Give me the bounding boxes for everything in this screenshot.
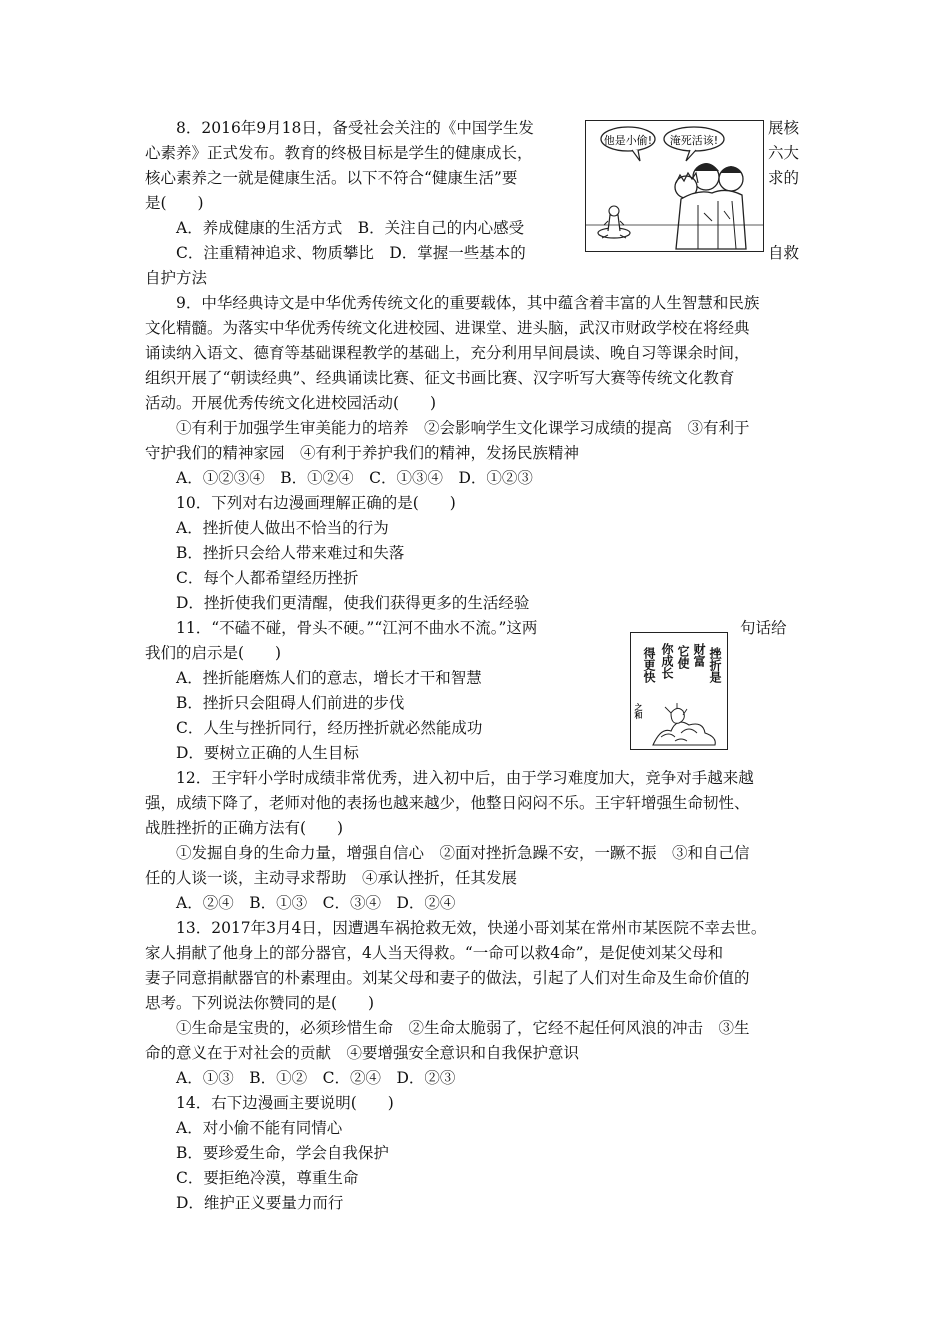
q14-option-a: A．对小偷不能有同情心	[176, 1119, 343, 1137]
q12-statements-2: 任的人谈一谈，主动寻求帮助 ④承认挫折，任其发展	[145, 869, 518, 887]
q8-line2: 心素养》正式发布。教育的终极目标是学生的健康成长，	[145, 144, 533, 162]
calligraphy-cartoon	[631, 633, 727, 749]
q8-line4: 是( )	[145, 194, 204, 212]
q13-line2: 家人捐献了他身上的部分器官，4人当天得救。“一命可以救4命”，是促使刘某父母和	[145, 944, 724, 962]
q9-line5: 活动。开展优秀传统文化进校园活动( )	[145, 394, 437, 412]
q9-line4: 组织开展了“朝读经典”、经典诵读比赛、征文书画比赛、汉字听写大赛等传统文化教育	[145, 369, 735, 387]
q13-statements-2: 命的意义在于对社会的贡献 ④要增强安全意识和自我保护意识	[145, 1044, 580, 1062]
q8-options-cd-right: 自救	[768, 244, 800, 262]
cartoon-setback-wealth	[630, 632, 728, 750]
q11-option-c: C．人生与挫折同行，经历挫折就必然能成功	[176, 719, 483, 737]
q11-option-d: D．要树立正确的人生目标	[176, 744, 359, 762]
q8-line2-right: 六大	[768, 144, 800, 162]
calligraphy-col-3: 它使	[676, 645, 690, 669]
calligraphy-signature: 之和	[634, 703, 644, 719]
q9-line3: 诵读纳入语文、德育等基础课程教学的基础上，充分利用早间晨读、晚自习等课余时间，	[145, 344, 750, 362]
q13-line4: 思考。下列说法你赞同的是( )	[145, 994, 375, 1012]
q8-line1: 8．2016年9月18日，备受社会关注的《中国学生发	[176, 119, 534, 137]
q13-line3: 妻子同意捐献器官的朴素理由。刘某父母和妻子的做法，引起了人们对生命及生命价值的	[145, 969, 750, 987]
q10-option-d: D．挫折使我们更清醒，使我们获得更多的生活经验	[176, 594, 530, 612]
q9-line2: 文化精髓。为落实中华优秀传统文化进校园、进课堂、进头脑，武汉市财政学校在将经典	[145, 319, 750, 337]
q9-options: A．①②③④ B．①②④ C．①③④ D．①②③	[176, 469, 533, 487]
q8-options-ab: A．养成健康的生活方式 B．关注自己的内心感受	[176, 219, 525, 237]
q11-option-a: A．挫折能磨炼人们的意志，增长才干和智慧	[176, 669, 482, 687]
q10-option-c: C．每个人都希望经历挫折	[176, 569, 359, 587]
q10-option-a: A．挫折使人做出不恰当的行为	[176, 519, 389, 537]
q8-line1-right: 展核	[768, 119, 800, 137]
q14-option-d: D．维护正义要量力而行	[176, 1194, 344, 1212]
q14-option-b: B．要珍爱生命，学会自我保护	[176, 1144, 389, 1162]
q11-line1: 11．“不磕不碰，骨头不硬。”“江河不曲水不流。”这两	[176, 619, 538, 637]
calligraphy-col-2: 财富	[692, 643, 706, 667]
q11-line2: 我们的启示是( )	[145, 644, 282, 662]
calligraphy-col-4: 你成长	[660, 643, 674, 679]
q9-statements-2: 守护我们的精神家园 ④有利于养护我们的精神，发扬民族精神	[145, 444, 580, 462]
bubble-text-2: 淹死活该!	[669, 134, 719, 147]
q14-stem: 14．右下边漫画主要说明( )	[176, 1094, 394, 1112]
q12-statements-1: ①发掘自身的生命力量，增强自信心 ②面对挫折急躁不安，一蹶不振 ③和自己信	[176, 844, 750, 862]
q13-line1: 13．2017年3月4日，因遭遇车祸抢救无效，快递小哥刘某在常州市某医院不幸去世。	[176, 919, 767, 937]
q8-line3: 核心素养之一就是健康生活。以下不符合“健康生活”要	[145, 169, 518, 187]
bubble-text-1: 他是小偷!	[603, 134, 653, 147]
q8-options-cd-cont: 自护方法	[145, 269, 208, 287]
q12-line3: 战胜挫折的正确方法有( )	[145, 819, 344, 837]
cartoon-drowning-thief	[585, 120, 764, 252]
q12-line2: 强，成绩下降了，老师对他的表扬也越来越少，他整日闷闷不乐。王宇轩增强生命韧性、	[145, 794, 750, 812]
q12-options: A．②④ B．①③ C．③④ D．②④	[176, 894, 456, 912]
calligraphy-col-1: 挫折是	[708, 647, 722, 683]
q11-option-b: B．挫折只会阻碍人们前进的步伐	[176, 694, 405, 712]
q12-line1: 12．王宇轩小学时成绩非常优秀，进入初中后，由于学习难度加大，竞争对手越来越	[176, 769, 754, 787]
cartoon-illustration	[586, 121, 763, 251]
q8-options-cd: C．注重精神追求、物质攀比 D．掌握一些基本的	[176, 244, 526, 262]
q8-line3-right: 求的	[768, 169, 800, 187]
q9-statements-1: ①有利于加强学生审美能力的培养 ②会影响学生文化课学习成绩的提高 ③有利于	[176, 419, 750, 437]
q9-line1: 9．中华经典诗文是中华优秀传统文化的重要载体，其中蕴含着丰富的人生智慧和民族	[176, 294, 760, 312]
q14-option-c: C．要拒绝冷漠，尊重生命	[176, 1169, 359, 1187]
q13-options: A．①③ B．①② C．②④ D．②③	[176, 1069, 456, 1087]
q10-stem: 10．下列对右边漫画理解正确的是( )	[176, 494, 456, 512]
q11-line1-right: 句话给	[740, 619, 787, 637]
calligraphy-col-5: 得更快	[642, 647, 656, 683]
q10-option-b: B．挫折只会给人带来难过和失落	[176, 544, 405, 562]
q13-statements-1: ①生命是宝贵的，必须珍惜生命 ②生命太脆弱了，它经不起任何风浪的冲击 ③生	[176, 1019, 750, 1037]
